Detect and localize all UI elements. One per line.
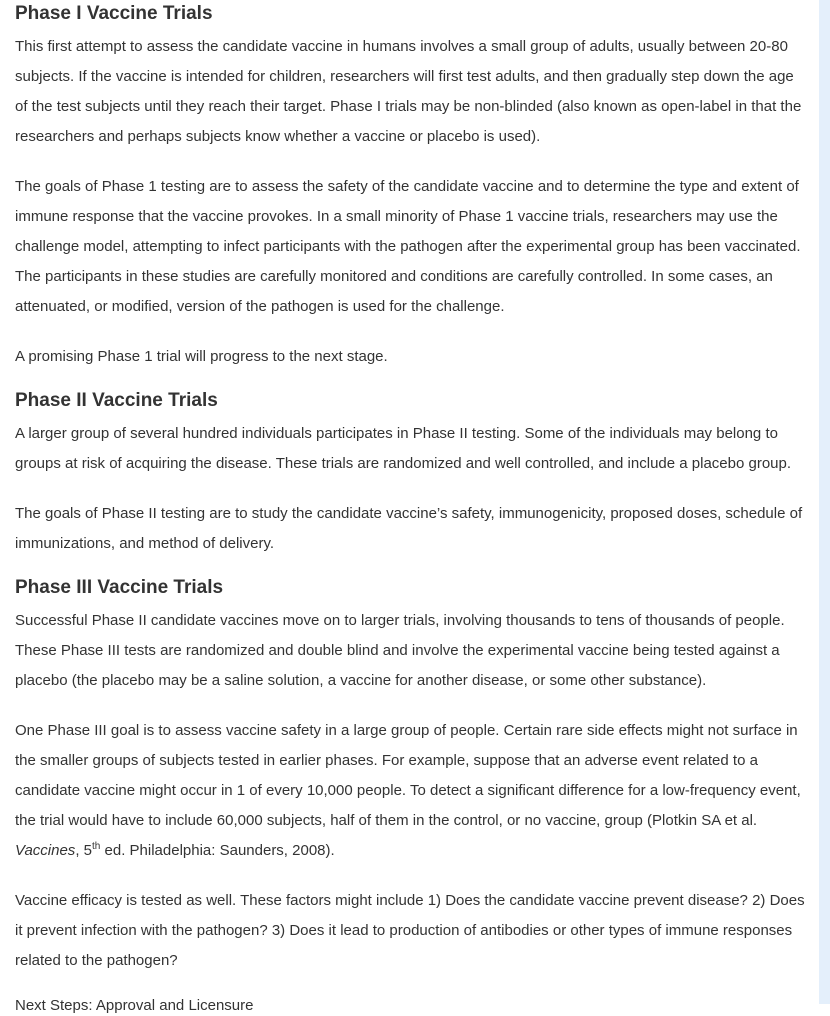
citation-superscript: th [92, 841, 101, 852]
paragraph-phase-1-progress: A promising Phase 1 trial will progress to the next stage. [15, 348, 388, 365]
paragraph-phase-3-efficacy: Vaccine efficacy is tested as well. These factors might include 1) Does the candidate vaccine prevent disease? 2) Does it prevent infection with the pathogen? 3) Does it lead to production of antibodies or other types of immune responses related to the pathogen? [15, 892, 805, 969]
article-content [15, 0, 805, 976]
paragraph-phase-1-goals: The goals of Phase 1 testing are to assess the safety of the candidate vaccine and to determine the type and extent of immune response that the vaccine provokes. In a small minority of Phase 1 vaccine trials, researchers may use the challenge model, attempting to infect participants with the pathogen after the experimental group has been vaccinated. The participants in these studies are carefully monitored and conditions are carefully controlled. In some cases, an attenuated, or modified, version of the pathogen is used for the challenge. [15, 178, 801, 315]
paragraph-phase-2-intro: A larger group of several hundred individuals participates in Phase II testing. Some of the individuals may belong to groups at risk of acquiring the disease. These trials are randomized and well controlled, and include a placebo group. [15, 425, 792, 472]
section-heading-phase-1: Phase I Vaccine Trials [15, 3, 213, 24]
paragraph-phase-3-intro: Successful Phase II candidate vaccines move on to larger trials, involving thousands to tens of thousands of people. These Phase III tests are randomized and double blind and involve the experimental vaccine being tested against a placebo (the placebo may be a saline solution, a vaccine for another disease, or some other substance). [15, 612, 785, 689]
paragraph-phase-1-intro: This first attempt to assess the candidate vaccine in humans involves a small group of adults, usually between 20-80 subjects. If the vaccine is intended for children, researchers will first test adults, and then gradually step down the age of the test subjects until they reach their target. Phase I trials may be non-blinded (also known as open-label in that the researchers and perhaps subjects know whether a vaccine or placebo is used). [15, 38, 802, 145]
citation-book-title: Vaccines [15, 842, 76, 859]
section-heading-phase-2: Phase II Vaccine Trials [15, 390, 218, 411]
paragraph-phase-2-goals: The goals of Phase II testing are to study the candidate vaccine’s safety, immunogenicity, proposed doses, schedule of immunizations, and method of delivery. [15, 505, 803, 552]
scrollbar-track[interactable] [819, 0, 830, 1004]
citation-text-middle: , 5 [75, 842, 92, 859]
next-section-heading: Next Steps: Approval and Licensure [15, 997, 254, 1014]
citation-text-before: One Phase III goal is to assess vaccine safety in a large group of people. Certain rare side effects might not surface in the smaller groups of subjects tested in earlier phases. For example, suppose that an adverse event related to a candidate vaccine might occur in 1 of every 10,000 people. To detect a significant difference for a low-frequency event, the trial would have to include 60,000 subjects, half of them in the control, or no vaccine, group (Plotkin SA et al. [15, 722, 801, 829]
paragraph-phase-3-safety [15, 716, 805, 866]
section-heading-phase-3: Phase III Vaccine Trials [15, 577, 224, 598]
citation-text-after: ed. Philadelphia: Saunders, 2008). [100, 842, 335, 859]
